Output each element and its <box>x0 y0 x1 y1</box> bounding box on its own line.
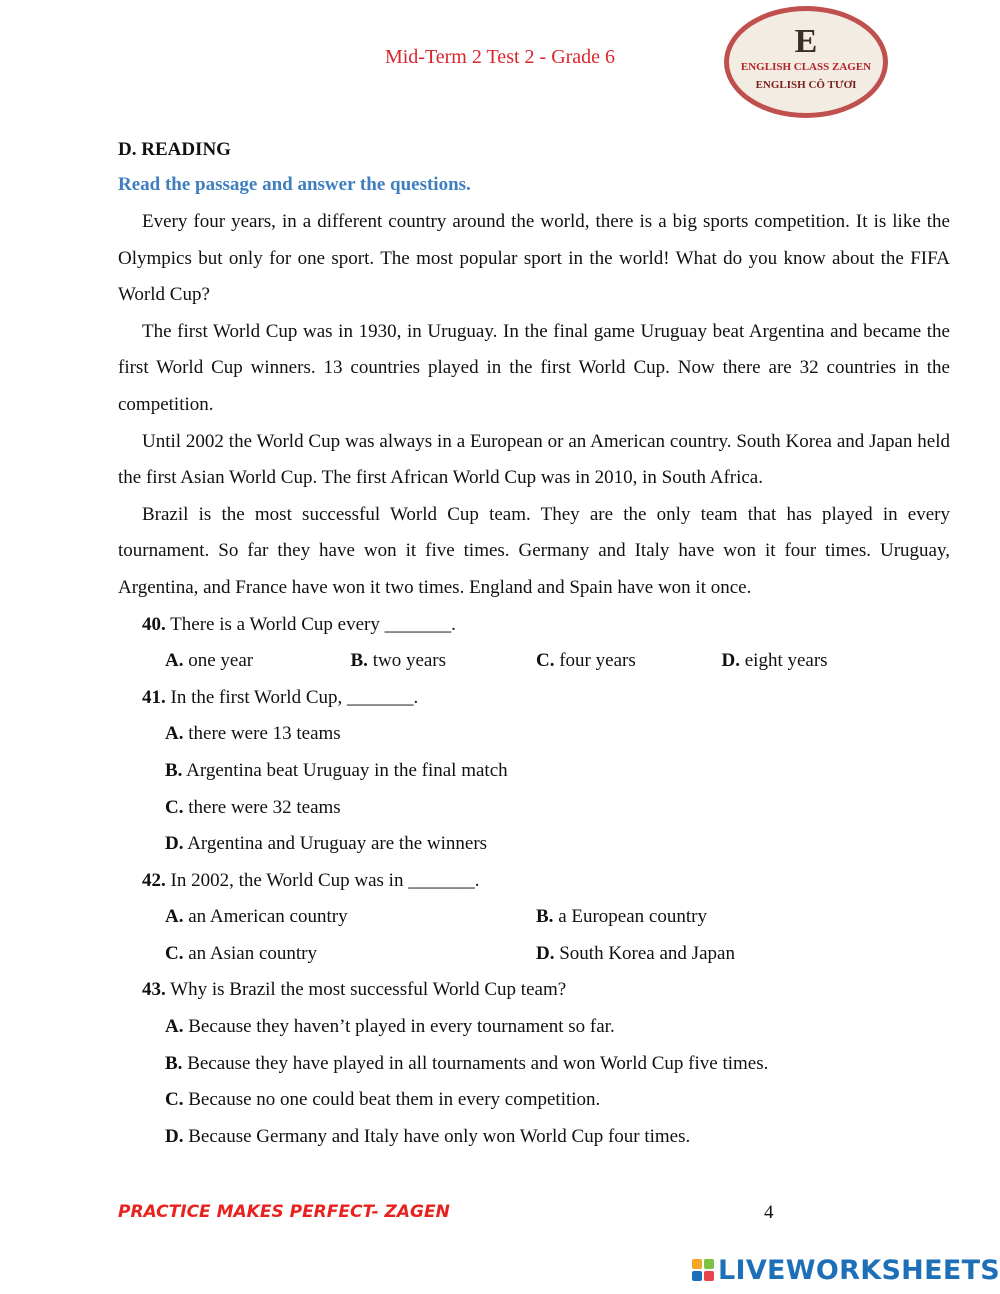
footer-motto: PRACTICE MAKES PERFECT- ZAGEN <box>118 1202 450 1222</box>
question-40 <box>118 607 950 644</box>
question-43 <box>118 972 950 1009</box>
option-d[interactable]: D. eight years <box>721 650 828 672</box>
question-number: 41. <box>142 686 166 708</box>
section-title: D. READING <box>118 139 231 160</box>
passage-paragraph: Brazil is the most successful World Cup team. They are the only team that has played in every tournament. So far they have won it five times. Germany and Italy have won it four times. Uruguay, Argentina, and France have won it two times. England and Spain have won it once. <box>118 503 950 598</box>
question-text: There is a World Cup every _______. <box>170 613 456 635</box>
passage-paragraph: Every four years, in a different country around the world, there is a big sports competition. It is like the Olympics but only for one sport. The most popular sport in the world! What do you know about the FIFA World Cup? <box>118 211 950 306</box>
liveworksheets-icon <box>692 1259 714 1281</box>
logo-letter: E <box>794 23 818 60</box>
question-number: 43. <box>142 979 166 1001</box>
option-c[interactable]: C. an Asian country <box>165 942 317 964</box>
option-a[interactable]: A. Because they haven’t played in every tournament so far. <box>165 1016 615 1038</box>
option-b[interactable]: B. Argentina beat Uruguay in the final match <box>165 759 508 781</box>
options-42-row-1 <box>118 899 950 936</box>
option-b[interactable]: B. two years <box>350 650 447 672</box>
question-text: In the first World Cup, _______. <box>170 686 419 708</box>
passage-paragraph: Until 2002 the World Cup was always in a European or an American country. South Korea and Japan held the first Asian World Cup. The first African World Cup was in 2010, in South Africa. <box>118 430 950 489</box>
option-a[interactable]: A. there were 13 teams <box>165 723 341 745</box>
option-a[interactable]: A. one year <box>165 650 254 672</box>
question-41 <box>118 680 950 717</box>
logo-tagline: ENGLISH CÔ TƯƠI <box>755 79 857 91</box>
liveworksheets-brand[interactable] <box>692 1254 1000 1286</box>
passage-paragraph: The first World Cup was in 1930, in Uruguay. In the final game Uruguay beat Argentina and became the first World Cup winners. 13 countries played in the first World Cup. Now there are 32 countries in the competition. <box>118 320 950 415</box>
option-d[interactable]: D. Argentina and Uruguay are the winners <box>165 833 488 855</box>
school-logo <box>724 6 888 118</box>
option-a[interactable]: A. an American country <box>165 906 348 928</box>
page-number: 4 <box>764 1202 774 1223</box>
header-title: Mid-Term 2 Test 2 - Grade 6 <box>384 46 616 68</box>
question-number: 40. <box>142 613 166 635</box>
option-d[interactable]: D. South Korea and Japan <box>536 942 735 964</box>
logo-name: ENGLISH CLASS ZAGEN <box>740 61 872 73</box>
option-b[interactable]: B. a European country <box>536 906 707 928</box>
option-c[interactable]: C. there were 32 teams <box>165 796 341 818</box>
question-text: In 2002, the World Cup was in _______. <box>170 869 480 891</box>
option-c[interactable]: C. four years <box>536 650 636 672</box>
brand-text: LIVEWORKSHEETS <box>718 1254 1000 1286</box>
option-b[interactable]: B. Because they have played in all tournaments and won World Cup five times. <box>165 1052 769 1074</box>
question-number: 42. <box>142 869 166 891</box>
options-40 <box>118 643 950 680</box>
instruction: Read the passage and answer the questions. <box>118 174 471 195</box>
worksheet-content <box>118 134 950 1155</box>
question-42 <box>118 863 950 900</box>
option-d[interactable]: D. Because Germany and Italy have only won World Cup four times. <box>165 1125 691 1147</box>
option-c[interactable]: C. Because no one could beat them in every competition. <box>165 1089 601 1111</box>
question-text: Why is Brazil the most successful World Cup team? <box>170 979 567 1001</box>
options-42-row-2 <box>118 936 950 973</box>
